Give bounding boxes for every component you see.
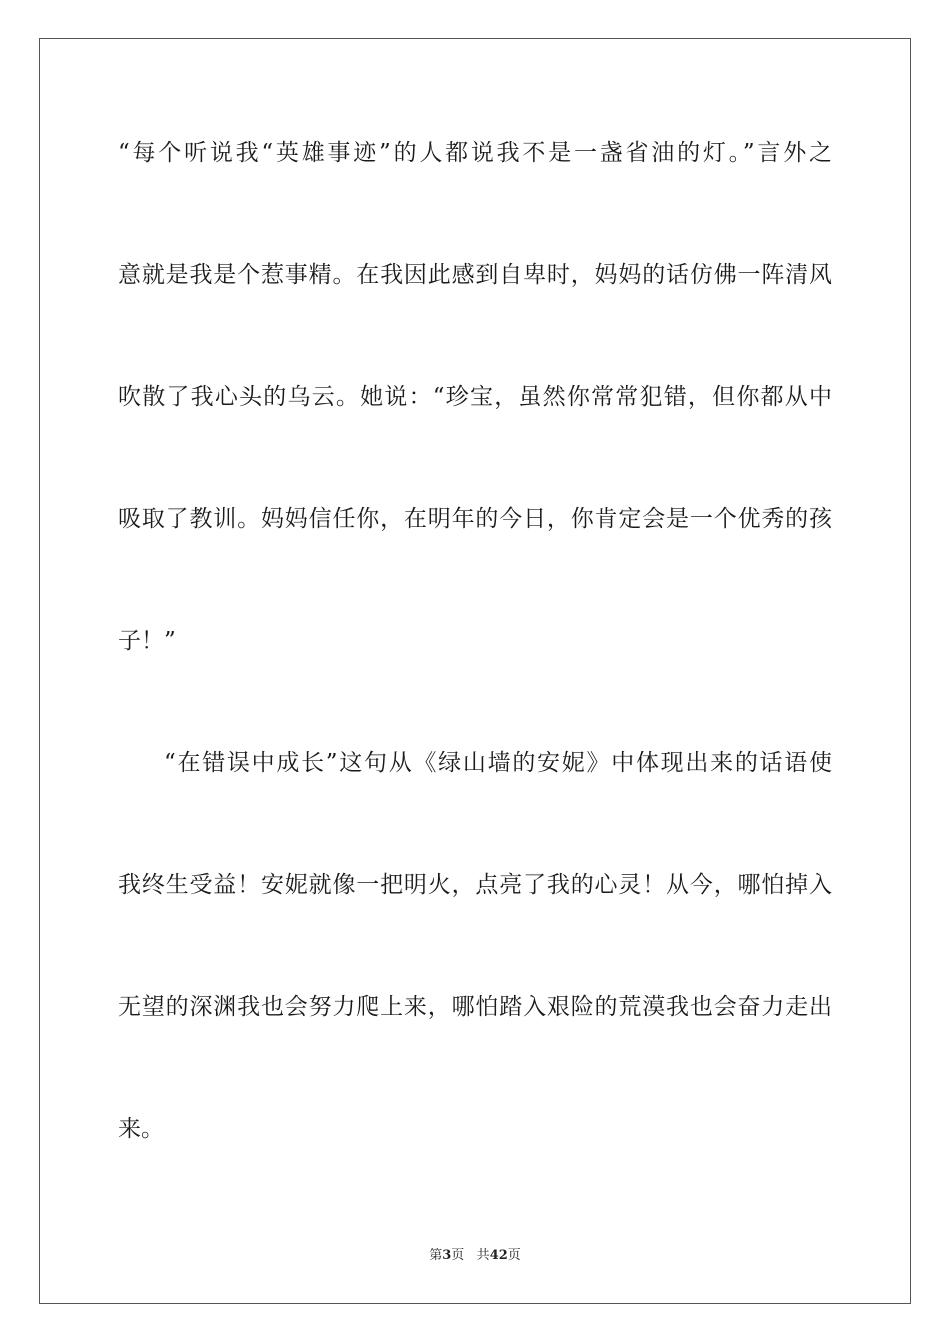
paragraph-line-indented: “在错误中成长”这句从《绿山墙的安妮》中体现出来的话语使 bbox=[164, 750, 832, 776]
total-suffix: 页 bbox=[507, 1248, 521, 1263]
paragraph-line: 意就是我是个惹事精。在我因此感到自卑时，妈妈的话仿佛一阵清风 bbox=[118, 262, 832, 288]
page-prefix: 第 bbox=[429, 1248, 443, 1263]
paragraph-line: 我终生受益！安妮就像一把明火，点亮了我的心灵！从今，哪怕掉入 bbox=[118, 872, 832, 898]
page-suffix: 页 bbox=[451, 1248, 465, 1263]
paragraph-line: 子！” bbox=[118, 628, 176, 654]
paragraph-line: 来。 bbox=[118, 1116, 164, 1142]
total-prefix: 共 bbox=[476, 1248, 490, 1263]
paragraph-line: 吸取了教训。妈妈信任你，在明年的今日，你肯定会是一个优秀的孩 bbox=[118, 506, 832, 532]
paragraph-line: 无望的深渊我也会努力爬上来，哪怕踏入艰险的荒漠我也会奋力走出 bbox=[118, 994, 832, 1020]
paragraph-line: 吹散了我心头的乌云。她说：“珍宝，虽然你常常犯错，但你都从中 bbox=[118, 384, 832, 410]
page-footer bbox=[0, 1247, 950, 1265]
total-pages: 42 bbox=[489, 1248, 508, 1263]
paragraph-line: “每个听说我“英雄事迹”的人都说我不是一盏省油的灯。”言外之 bbox=[118, 140, 832, 166]
page-number: 3 bbox=[442, 1248, 452, 1263]
